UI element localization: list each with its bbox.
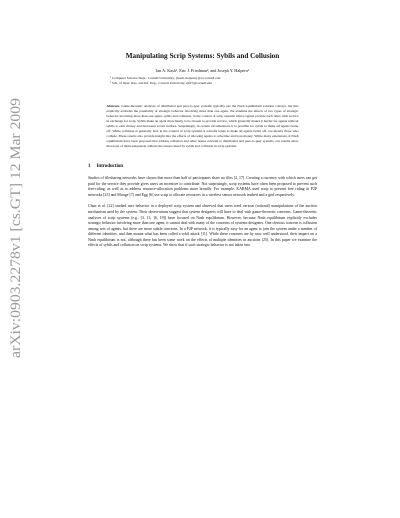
affiliations [110,76,295,86]
arxiv-identifier-stamp [2,96,28,358]
arxiv-stamp-text: arXiv:0903.2278v1 [cs.GT] 12 Mar 2009 [8,109,24,358]
intro-paragraph-2: Chun et al. [22] studied user behavior in a deployed scrip system and observed that users tried various (rational) manipulations of the auction mechanism used by the system. Their observations suggest that system designers will have to deal with game-theoretic concerns. Game-theoretic analyses of scrip systems (e.g., [3, 13, 16, 19]) have focused on Nash equilibrium. However, because Nash equilibrium explicitly excludes strategic behavior involving more than one agent, it cannot deal with many of the concerns of systems designers. One obvious concern is collusion among sets of agents, but there are more subtle concerns. In a P2P network, it is typically easy for an agent to join the system under a number of different identities, and then mount what has been called a sybil attack [11]. While these concerns are by now well understood, their impact on a Nash equilibrium is not, although there has been some work on the effects of multiple identities in auctions [25]. In this paper we examine the effects of sybils and collusion on scrip systems. We show that if such strategic behavior is not taken into [88,204,317,248]
abstract [107,104,299,149]
paper-page [88,52,317,253]
section-title: Introduction [96,164,123,170]
abstract-label: Abstract. [106,104,121,109]
section-heading-introduction [88,164,317,169]
abstract-text: Game-theoretic analyses of distributed and peer-to-peer systems typically use the Nash equilibrium solution concept, but this explicitly excludes the possibility of strategic behavior involving more than one agent. We examine the effects of two types of strategic behavior involving more than one agent, sybils and collusion, in the context of scrip systems where agents provide each other with service in exchange for scrip. Sybils make an agent more likely to be chosen to provide service, which generally makes it harder for agents without sybils to earn money and decreases social welfare. Surprisingly, in certain circumstances it is possible for sybils to make all agents better off. While collusion is generally bad, in the context of scrip systems it actually tends to make all agents better off, not merely those who collude. These results also provide insight into the effects of allowing agents to advertise and loan money. While many extensions of Nash equilibrium have been proposed that address collusion and other issues relevant to distributed and peer-to-peer systems, our results show that none of them adequately address the issues raised by sybils and collusion in scrip systems. [106,104,299,149]
author-list: Ian A. Kash¹, Eric J. Friedman², and Joseph Y. Halpern¹ [155,67,250,73]
affiliation-cornell-orie: ² Sch. of Oper. Res. and Inf. Eng., Cornell University, ejf27@cornell.edu [110,81,213,86]
affiliation-cornell-cs: ¹ Computer Science Dept., Cornell University, {kash, halpern}@cs.cornell.edu [110,76,221,81]
paper-title: Manipulating Scrip Systems: Sybils and Collusion [125,52,280,60]
intro-paragraph-1: Studies of filesharing networks have shown that more than half of participants share no files [2, 17]. Creating a currency with which users can get paid for the service they provide gives users an incentive to contribute. Not surprisingly, scrip systems have often been proposed to prevent such free-riding, as well as to address resource-allocation problems more broadly. For example, KARMA used scrip to prevent free riding in P2P networks [23] and Mirage [7] and Egg [6] use scrip to allocate resources in a wireless sensor network testbed and a grid respectively. [88,176,317,197]
section-number: 1 [88,164,91,170]
